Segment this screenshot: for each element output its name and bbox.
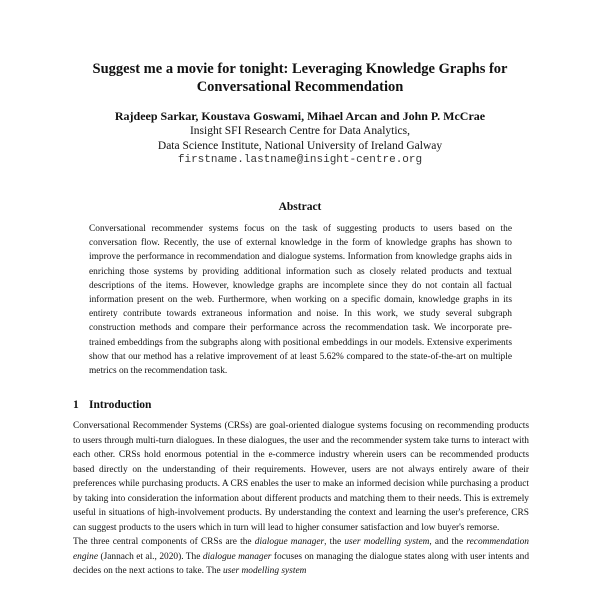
- author-email: firstname.lastname@insight-centre.org: [177, 154, 423, 166]
- section-title: Introduction: [89, 399, 152, 411]
- section-number: 1: [73, 399, 79, 411]
- introduction-paragraph-2: [73, 535, 529, 579]
- affiliation-line-2: Data Science Institute, National University of Ireland Galway: [157, 140, 443, 152]
- section-heading-introduction: [73, 398, 151, 413]
- p2-term-user-modelling-system-2: user modelling system: [223, 566, 307, 576]
- p2-term-dialogue-manager: dialogue manager: [254, 537, 325, 547]
- introduction-paragraph-1: Conversational Recommender Systems (CRSs) are goal-oriented dialogue systems focusing on recommending products to users through multi-turn dialogues. In these dialogues, the user and the recommender system take turns to interact with each other. CRSs hold enormous potential in the e-commerce industry wherein users can be recommended products based directly on the understanding of their requirements. However, users are not always entirely aware of their preferences while purchasing products. A CRS enables the user to make an informed decision while purchasing a product by taking into consideration the information about different products and matching them to their needs. This is extremely useful in situations of high-involvement products. By understanding the context and learning the user's preference, CRS can suggest products to the users which in turn will lead to higher consumer satisfaction and low buyer's remorse.: [73, 421, 529, 533]
- p2-term-dialogue-manager-2: dialogue manager: [202, 551, 272, 562]
- abstract-text: Conversational recommender systems focus on the task of suggesting products to users based on the conversation flow. Recently, the use of external knowledge in the form of knowledge graphs has shown to improve the performance in recommendation and dialogue systems. Information from knowledge graphs aids in enriching those systems by providing additional information such as closely related products and textual descriptions of the items. However, knowledge graphs are incomplete since they do not contain all factual information present on the web. Furthermore, when working on a specific domain, knowledge graphs in its entirety contribute towards extraneous information and noise. In this work, we study several subgraph construction methods and compare their performance across the recommendation task. We incorporate pre-trained embeddings from the subgraphs along with positional embeddings in our models. Extensive experiments show that our method has a relative improvement of at least 5.62% compared to the state-of-the-art on multiple metrics on the recommendation task.: [89, 224, 512, 377]
- p2-text-4: (Jannach et al., 2020). The: [98, 551, 203, 562]
- p2-term-user-modelling-system: user modelling system: [344, 537, 430, 547]
- author-list: Rajdeep Sarkar, Koustava Goswami, Mihael Arcan and John P. McCrae: [114, 109, 486, 123]
- introduction-body: [73, 419, 529, 579]
- affiliation-line-1: Insight SFI Research Centre for Data Analytics,: [189, 125, 411, 137]
- title-line-1: Suggest me a movie for tonight: Leveraging Knowledge Graphs for: [92, 61, 508, 77]
- p2-text-1: The three central components of CRSs are the: [73, 537, 255, 547]
- p2-text-2: , the: [324, 537, 345, 547]
- paper-title: [60, 60, 540, 96]
- title-line-2: Conversational Recommendation: [196, 79, 404, 95]
- p2-text-5: focuses on managing the dialogue states along with user intents and decides on the next actions to take. The: [73, 551, 530, 576]
- abstract-heading: Abstract: [278, 201, 322, 213]
- p2-term-recommendation-engine: recommendation engine: [73, 537, 529, 562]
- p2-text-3: , and the: [429, 537, 467, 547]
